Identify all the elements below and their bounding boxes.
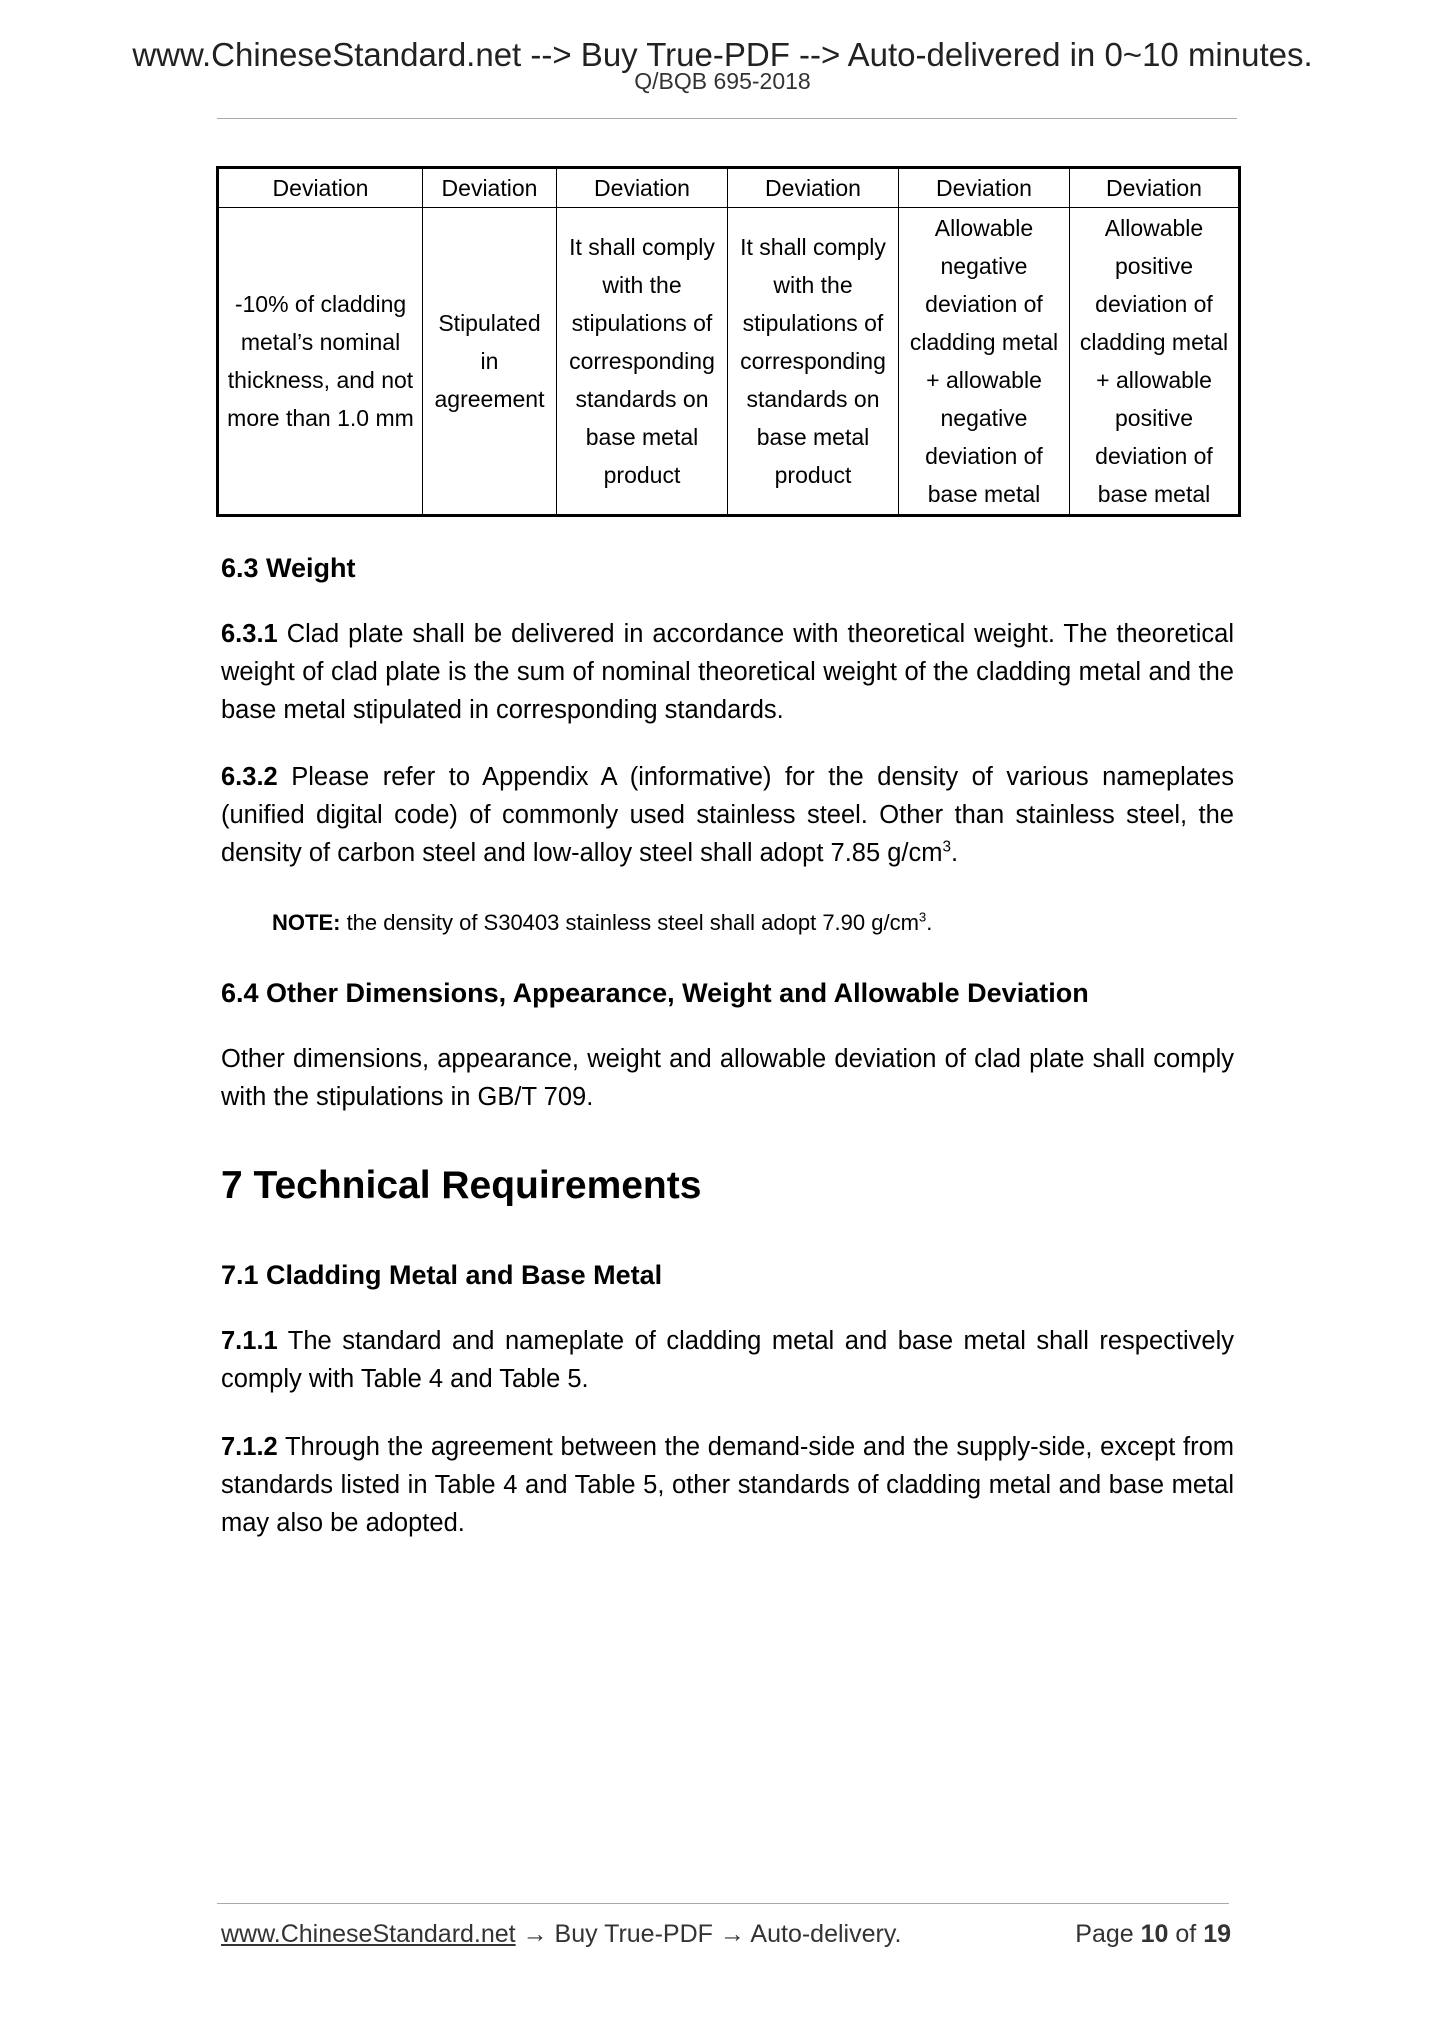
clause-number: 7.1.1 (221, 1327, 278, 1355)
clause-number: 6.3.2 (221, 763, 278, 791)
paragraph-6-3-1: 6.3.1 Clad plate shall be delivered in accordance with theoretical weight. The theoretical weight of clad plate is the sum of nominal theoretical weight of the cladding metal and the base metal stipulated in corresponding standards. (221, 620, 1234, 724)
note-label: NOTE: (272, 910, 341, 935)
header-divider (217, 118, 1237, 119)
site-banner: www.ChineseStandard.net --> Buy True-PDF --> Auto-delivered in 0~10 minutes. (132, 36, 1313, 73)
clause-number: 6.3.1 (221, 620, 278, 648)
table-header-cell: Deviation (1070, 168, 1240, 208)
page-footer: www.ChineseStandard.net → Buy True-PDF → Auto-delivery. Page 10 of 19 (221, 1920, 1231, 1948)
page-total: 19 (1203, 1920, 1231, 1948)
section-7-1-heading: 7.1 Cladding Metal and Base Metal (221, 1260, 663, 1290)
arrow-icon: → (515, 1920, 555, 1948)
table-header-cell: Deviation (218, 168, 423, 208)
table-header-cell: Deviation (423, 168, 557, 208)
page-number: 10 (1140, 1920, 1169, 1948)
table-cell: Allowable negative deviation of cladding metal + allowable negative deviation of base metal (899, 208, 1070, 516)
table-header-cell: Deviation (557, 168, 728, 208)
section-7-heading: 7 Technical Requirements (221, 1164, 702, 1207)
footer-divider (217, 1903, 1229, 1904)
paragraph-7-1-2: 7.1.2 Through the agreement between the demand-side and the supply-side, except from standards listed in Table 4 and Table 5, other standards of cladding metal and base metal may also be adopted. (221, 1433, 1234, 1537)
table-header-row (218, 168, 1240, 208)
table-cell: Stipulated in agreement (423, 208, 557, 516)
table-cell: -10% of cladding metal’s nominal thickness, and not more than 1.0 mm (218, 208, 423, 516)
clause-number: 7.1.2 (221, 1433, 278, 1461)
table-cell: It shall comply with the stipulations of corresponding standards on base metal product (728, 208, 899, 516)
table-cell: Allowable positive deviation of cladding metal + allowable positive deviation of base metal (1070, 208, 1240, 516)
table-header-cell: Deviation (728, 168, 899, 208)
table-cell: It shall comply with the stipulations of corresponding standards on base metal product (557, 208, 728, 516)
section-6-3-heading: 6.3 Weight (221, 553, 356, 583)
arrow-icon: → (712, 1920, 751, 1948)
page-indicator: Page 10 of 19 (1075, 1920, 1231, 1948)
paragraph-6-3-2: 6.3.2 Please refer to Appendix A (informative) for the density of various nameplates (unified digital code) of commonly used stainless steel. Other than stainless steel, the density of carbon steel and low-alloy steel shall adopt 7.85 $g/cm^3$. (221, 763, 1234, 867)
note: NOTE: the density of S30403 stainless steel shall adopt 7.90 $g/cm^3$. (272, 909, 933, 935)
footer-site-link[interactable]: www.ChineseStandard.net (221, 1920, 516, 1948)
table-row (218, 208, 1240, 516)
paragraph-6-4: Other dimensions, appearance, weight and allowable deviation of clad plate shall comply with the stipulations in GB/T 709. (221, 1045, 1234, 1111)
paragraph-7-1-1: 7.1.1 The standard and nameplate of cladding metal and base metal shall respectively comply with Table 4 and Table 5. (221, 1327, 1234, 1393)
deviation-table (216, 166, 1241, 517)
standard-code: Q/BQB 695-2018 (634, 68, 811, 94)
section-6-4-heading: 6.4 Other Dimensions, Appearance, Weight and Allowable Deviation (221, 978, 1089, 1008)
table-header-cell: Deviation (899, 168, 1070, 208)
